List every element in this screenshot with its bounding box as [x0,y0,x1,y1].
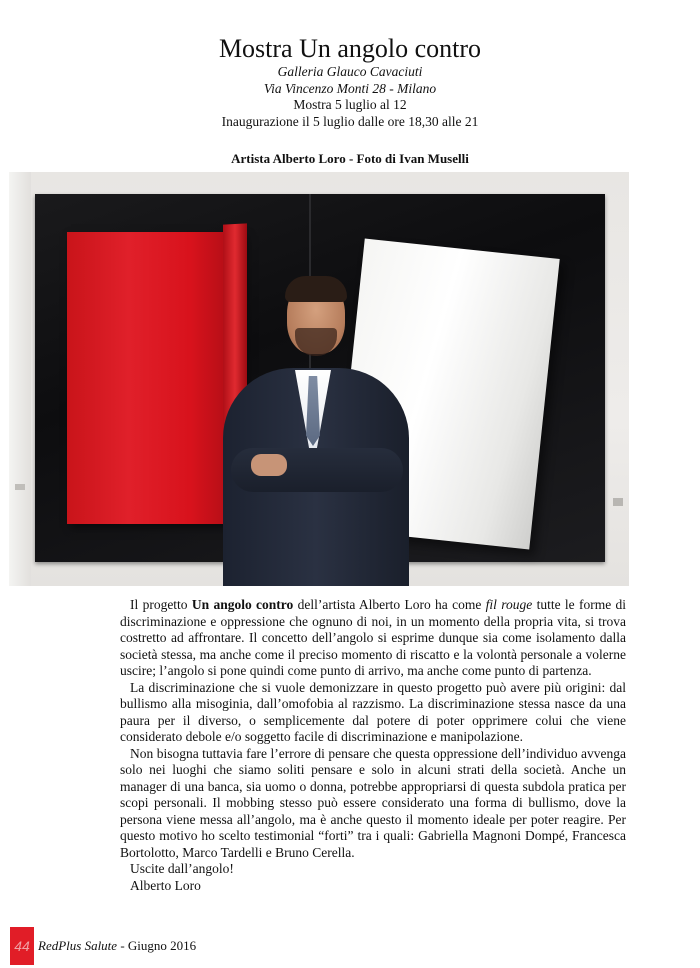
fil-rouge-term: fil rouge [485,597,533,612]
wall-label-left [15,484,25,490]
paragraph-1 [120,597,626,680]
artist-hand [251,454,287,476]
article-header [0,34,700,130]
magazine-name: RedPlus Salute [38,938,118,953]
photo-credit: Artista Alberto Loro - Foto di Ivan Muselli [231,151,469,166]
issue-date: - Giugno 2016 [117,938,197,953]
p1-text-a: Il progetto [130,597,192,612]
paragraph-2: La discriminazione che si vuole demonizzare in questo progetto può avere più origini: dal bullismo alla misoginia, dall’omofobia al razzismo. La discriminazione stessa nasce da una paura per il diverso, o semplicemente dal potere di poter opprimere colui che viene considerato debole e/o soggetto facile di discriminazione e manipolazione. [120,679,626,744]
article-body [120,597,626,894]
opening-info: Inaugurazione il 5 luglio dalle ore 18,30 alle 21 [221,113,479,129]
exhibition-photo [9,172,629,586]
red-cloth-artwork [67,232,243,524]
signature: Alberto Loro [130,877,201,893]
wall-label-right [613,498,623,506]
closing-line: Uscite dall’angolo! [130,861,234,876]
p1-text-c: tutte le forme di discriminazione e oppressione che ognuno di noi, in un momento della propria vita, si trova costretto ad affrontare. Il concetto dell’angolo si esprime dunque sia come isolamento dalla società stessa, ma anche come il preciso momento di riscatto e la volontà personale a volerne uscire; l’angolo si pone quindi come punto di arrivo, ma anche come punto di partenza. [120,597,627,678]
wall-edge [9,172,31,586]
page-title: Mostra Un angolo contro [218,34,482,63]
page-number: 44 [10,927,34,965]
p1-text-b: dell’artista Alberto Loro ha come [293,597,486,612]
gallery-address: Via Vincenzo Monti 28 - Milano [263,80,437,96]
paragraph-3: Non bisogna tuttavia fare l’errore di pensare che questa oppressione dell’individuo avvenga solo nei luoghi che siamo soliti pensare e solo in alcuni strati della società. Anche un manager di una banca, sia uomo o donna, potrebbe appropriarsi di questa subdola pratica per scopi personali. Il mobbing stesso può essere considerato una forma di bullismo, dove la persona viene messa all’angolo, ma è anche questo il momento ideale per poter reagire. Per questo motivo ho scelto testimonial “forti” tra i quali: Gabriella Magnoni Dompé, Francesca Bortolotto, Marco Tardelli e Bruno Cerella. [120,745,626,860]
exhibition-dates: Mostra 5 luglio al 12 [293,97,407,112]
artist-hair [285,276,347,302]
footer-text [38,938,196,954]
gallery-name: Galleria Glauco Cavaciuti [277,64,423,79]
project-title: Un angolo contro [191,597,294,612]
page-footer [10,927,410,965]
